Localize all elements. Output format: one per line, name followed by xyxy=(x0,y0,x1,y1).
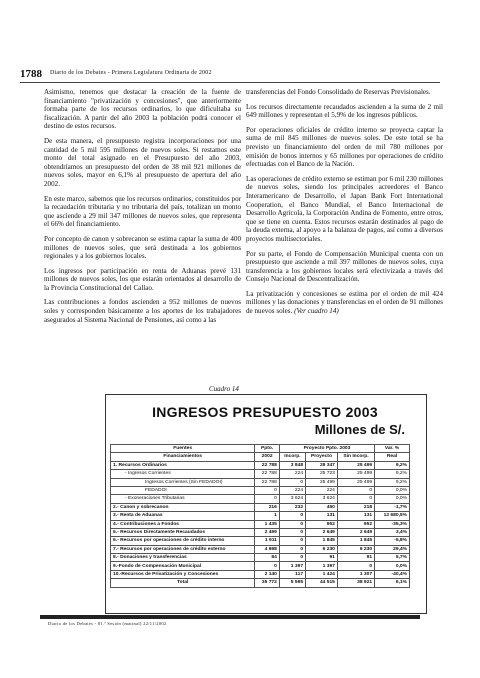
cell-ppto-2002: 1 911 xyxy=(255,537,280,545)
table-row xyxy=(111,495,410,503)
cell-proyecto: 224 xyxy=(306,486,338,494)
table-subtitle: Millones de S/. xyxy=(314,422,405,437)
header-proyecto-group: Proyecto Ppto. 2003 xyxy=(279,445,374,453)
header-proyecto: Proyecto xyxy=(306,453,338,461)
row-label: 4.- Contribuciones a Fondos xyxy=(111,520,255,528)
row-label: 1. Recursos Ordinarios xyxy=(111,461,255,469)
cell-sin-incorp: 1 307 xyxy=(337,570,374,578)
paragraph: Los ingresos por participación en renta de Aduanas prevé 131 millones de nuevos soles, los que estarán orientados al desarrollo de la Provincia Constitucional del Callao. xyxy=(44,266,241,292)
header-fuentes: Fuentes xyxy=(111,445,255,453)
row-label: 9.-Fondo de Compensación Municipal xyxy=(111,562,255,570)
row-label: 7.- Recursos por operaciones de crédito externo xyxy=(111,545,255,553)
cell-var: 9,2% xyxy=(375,461,410,469)
cell-ppto-2002: 35 772 xyxy=(255,579,280,587)
cell-ppto-2002: 22 788 xyxy=(255,470,280,478)
header-financiamientos: Financiamientos xyxy=(111,453,255,461)
cell-sin-incorp: 25 499 xyxy=(337,461,374,469)
cell-ppto-2002: 2 499 xyxy=(255,528,280,536)
right-column xyxy=(246,88,443,322)
cell-incorp: 3 624 xyxy=(279,495,305,503)
paragraph: Las contribuciones a fondos ascienden a 952 millones de nuevos soles y corresponden básicamente a los aportes de los trabajadores asegurados al Sistema Nacional de Pensiones, así como a las xyxy=(44,298,241,324)
cell-sin-incorp: 38 921 xyxy=(337,579,374,587)
cell-var: 9,2% xyxy=(375,478,410,486)
cell-incorp: 224 xyxy=(279,486,305,494)
header-incorp: Incorp. xyxy=(279,453,305,461)
cell-incorp: 0 xyxy=(279,554,305,562)
table-row xyxy=(111,554,410,562)
cell-proyecto: 450 xyxy=(306,503,338,511)
cell-proyecto: 1 424 xyxy=(306,570,338,578)
cell-proyecto: 952 xyxy=(306,520,338,528)
cell-var: -40,4% xyxy=(375,570,410,578)
cell-ppto-2002: 1 xyxy=(255,512,280,520)
cell-sin-incorp: 25 499 xyxy=(337,470,374,478)
cell-sin-incorp: 0 xyxy=(337,486,374,494)
cell-sin-incorp: 131 xyxy=(337,512,374,520)
table-row xyxy=(111,545,410,553)
cell-sin-incorp: 91 xyxy=(337,554,374,562)
running-title: Diario de los Debates - Primera Legislatura Ordinaria de 2002 xyxy=(50,70,212,76)
cell-var: -35,3% xyxy=(375,520,410,528)
cell-var: 5,7% xyxy=(375,554,410,562)
table-row xyxy=(111,470,410,478)
cell-ppto-2002: 0 xyxy=(255,486,280,494)
paragraph: En este marco, sabemos que los recursos ordinarios, constituidos por la recaudación tributaria y no tributaria del país, totalizan un monto que asciende a 29 mil 347 millones de nuevos soles, que representa el 66% del financiamiento. xyxy=(44,194,241,229)
cell-ppto-2002: 22 788 xyxy=(255,461,280,469)
cell-var: -1,7% xyxy=(375,503,410,511)
cell-sin-incorp: 2 649 xyxy=(337,528,374,536)
cell-incorp: 0 xyxy=(279,520,305,528)
cell-ppto-2002: 2 140 xyxy=(255,570,280,578)
cell-incorp: 5 595 xyxy=(279,579,305,587)
cell-proyecto: 3 624 xyxy=(306,495,338,503)
table-row xyxy=(111,520,410,528)
cell-var: 29,4% xyxy=(375,545,410,553)
cell-proyecto: 1 397 xyxy=(306,562,338,570)
cell-ppto-2002: 216 xyxy=(255,503,280,511)
row-label: 6.- Recursos por operaciones de crédito interno xyxy=(111,537,255,545)
footer-text: Diario de los Debates - 81.ª Sesión (matinal) 22/11/2002 xyxy=(48,621,167,626)
footer-bar xyxy=(40,615,420,619)
table-row xyxy=(111,503,410,511)
cell-proyecto: 131 xyxy=(306,512,338,520)
cell-sin-incorp: 0 xyxy=(337,562,374,570)
table-row xyxy=(111,461,410,469)
cell-var: -5,8% xyxy=(375,537,410,545)
paragraph xyxy=(246,290,443,316)
cell-sin-incorp: 218 xyxy=(337,503,374,511)
table-row xyxy=(111,579,410,587)
cell-var: 0,0% xyxy=(375,486,410,494)
paragraph: Asimismo, tenemos que destacar la creación de la fuente de financiamiento "privatización y concesiones", que anteriormente formaba parte de los recursos ordinarios, lo que dificultaba su fiscalización. A partir del año 2003 la población podrá conocer el destino de estos recursos. xyxy=(44,88,241,131)
cell-incorp: 0 xyxy=(279,537,305,545)
row-label: 2.- Canon y sobrecanon xyxy=(111,503,255,511)
cell-incorp: 224 xyxy=(279,470,305,478)
cell-proyecto: 44 515 xyxy=(306,579,338,587)
cell-var: 3,4% xyxy=(375,528,410,536)
table-body xyxy=(111,461,410,587)
cell-proyecto: 91 xyxy=(306,554,338,562)
cell-proyecto: 1 845 xyxy=(306,537,338,545)
cell-var: 0,0% xyxy=(375,495,410,503)
cell-incorp: 0 xyxy=(279,528,305,536)
table-row xyxy=(111,570,410,578)
header-real: Real xyxy=(375,453,410,461)
cell-incorp: 0 xyxy=(279,478,305,486)
table-row xyxy=(111,562,410,570)
row-label: 10.-Recursos de Privatización y Concesiones xyxy=(111,570,255,578)
page-number: 1788 xyxy=(20,68,42,80)
paragraph: Por concepto de canon y sobrecanon se estima captar la suma de 400 millones de nuevos soles, que será destinada a los gobiernos regionales y a los gobiernos locales. xyxy=(44,234,241,261)
table-row xyxy=(111,528,410,536)
cell-proyecto: 6 230 xyxy=(306,545,338,553)
row-label: 8.- Donaciones y transferencias xyxy=(111,554,255,562)
row-label: - Exoneraciones Tributarias xyxy=(111,495,255,503)
paragraph: De esta manera, el presupuesto registra incorporaciones por una cantidad de 5 mil 595 millones de nuevos soles. Si restamos este monto del total asignado en el Presupuesto del año 2003, obtendríamos un presupuesto del orden de 38 mil 921 millones de nuevos soles, mayor en 6,1% al presupuesto de apertura del año 2002. xyxy=(44,136,241,188)
paragraph-text: La privatización y concesiones se estima por el orden de mil 424 millones y las donaciones y transferencias en el orden de 91 millones de nuevos soles. xyxy=(246,289,443,316)
table-reference: (Ver cuadro 14) xyxy=(294,307,339,316)
cell-var: 0,0% xyxy=(375,562,410,570)
table-title: INGRESOS PRESUPUESTO 2003 xyxy=(152,404,378,420)
cell-ppto-2002: 0 xyxy=(255,495,280,503)
header-ppto: Ppto. xyxy=(255,445,280,453)
cell-ppto-2002: 84 xyxy=(255,554,280,562)
table-row xyxy=(111,512,410,520)
cell-incorp: 232 xyxy=(279,503,305,511)
cell-sin-incorp: 25 499 xyxy=(337,478,374,486)
cell-sin-incorp: 0 xyxy=(337,495,374,503)
running-header xyxy=(20,70,440,83)
header-var: Var. % xyxy=(375,445,410,453)
row-label: FEDADOI xyxy=(111,486,255,494)
paragraph: Por su parte, el Fondo de Compensación Municipal cuenta con un presupuesto que asciende a mil 397 millones de nuevos soles, cuya transferencia a los gobiernos locales será efectivizada a través del Consejo Nacional de Descentralización. xyxy=(246,249,443,284)
cell-ppto-2002: 1 435 xyxy=(255,520,280,528)
row-label: 5.- Recursos Directamente Recaudados xyxy=(111,528,255,536)
cell-ppto-2002: 22 788 xyxy=(255,478,280,486)
cell-incorp: 0 xyxy=(279,545,305,553)
cell-sin-incorp: 952 xyxy=(337,520,374,528)
cell-incorp: 117 xyxy=(279,570,305,578)
cell-proyecto: 29 347 xyxy=(306,461,338,469)
cell-var: 9,2% xyxy=(375,470,410,478)
paragraph: Los recursos directamente recaudados ascienden a la suma de 2 mil 649 millones y representan el 5,9% de los ingresos públicos. xyxy=(246,102,443,120)
cell-ppto-2002: 4 698 xyxy=(255,545,280,553)
cell-incorp: 3 848 xyxy=(279,461,305,469)
row-label: Total xyxy=(111,579,255,587)
table-row xyxy=(111,478,410,486)
cell-incorp: 1 397 xyxy=(279,562,305,570)
cell-proyecto: 2 649 xyxy=(306,528,338,536)
cell-sin-incorp: 6 230 xyxy=(337,545,374,553)
left-column xyxy=(44,88,241,330)
paragraph: transferencias del Fondo Consolidado de Reservas Previsionales. xyxy=(246,88,431,96)
paragraph: Las operaciones de crédito externo se estiman por 6 mil 230 millones de nuevos soles, siendo los principales acreedores el Banco Interamericano de Desarrollo, el Japan Bank Fort International Cooperation, el Banco Mundial, el Banco Internacional de Desarrollo Agrícola, la Corporación Andina de Fomento, entre otros, que se tiene en cuenta. Estos recursos estarán destinados al pago de la deuda externa, al apoyo a la balanza de pagos, así como a diversos proyectos multisectoriales. xyxy=(246,174,443,243)
header-sin-incorp: Sin Incorp. xyxy=(337,453,374,461)
row-label: - Ingresos Corrientes xyxy=(111,470,255,478)
cell-ppto-2002: 0 xyxy=(255,562,280,570)
cell-incorp: 0 xyxy=(279,512,305,520)
cell-proyecto: 25 723 xyxy=(306,470,338,478)
cell-proyecto: 25 499 xyxy=(306,478,338,486)
cell-sin-incorp: 1 845 xyxy=(337,537,374,545)
table-row xyxy=(111,537,410,545)
table-row xyxy=(111,486,410,494)
cell-var: 6,1% xyxy=(375,579,410,587)
row-label: 3.- Renta de Aduanas xyxy=(111,512,255,520)
paragraph: Por operaciones oficiales de crédito interno se proyecta captar la suma de mil 845 millones de nuevos soles. De este total se ha previsto un financiamiento del orden de mil 780 millones por emisión de bonos internos y 65 millones por operaciones de crédito efectuadas con el Banco de la Nación. xyxy=(246,125,443,169)
table-caption: Cuadro 14 xyxy=(209,385,239,393)
cell-var: 12 680,5% xyxy=(375,512,410,520)
income-table xyxy=(110,444,410,588)
row-label: Ingresos Corrientes (Sin FEDADOI) xyxy=(111,478,255,486)
header-ppto-year: 2002 xyxy=(255,453,280,461)
